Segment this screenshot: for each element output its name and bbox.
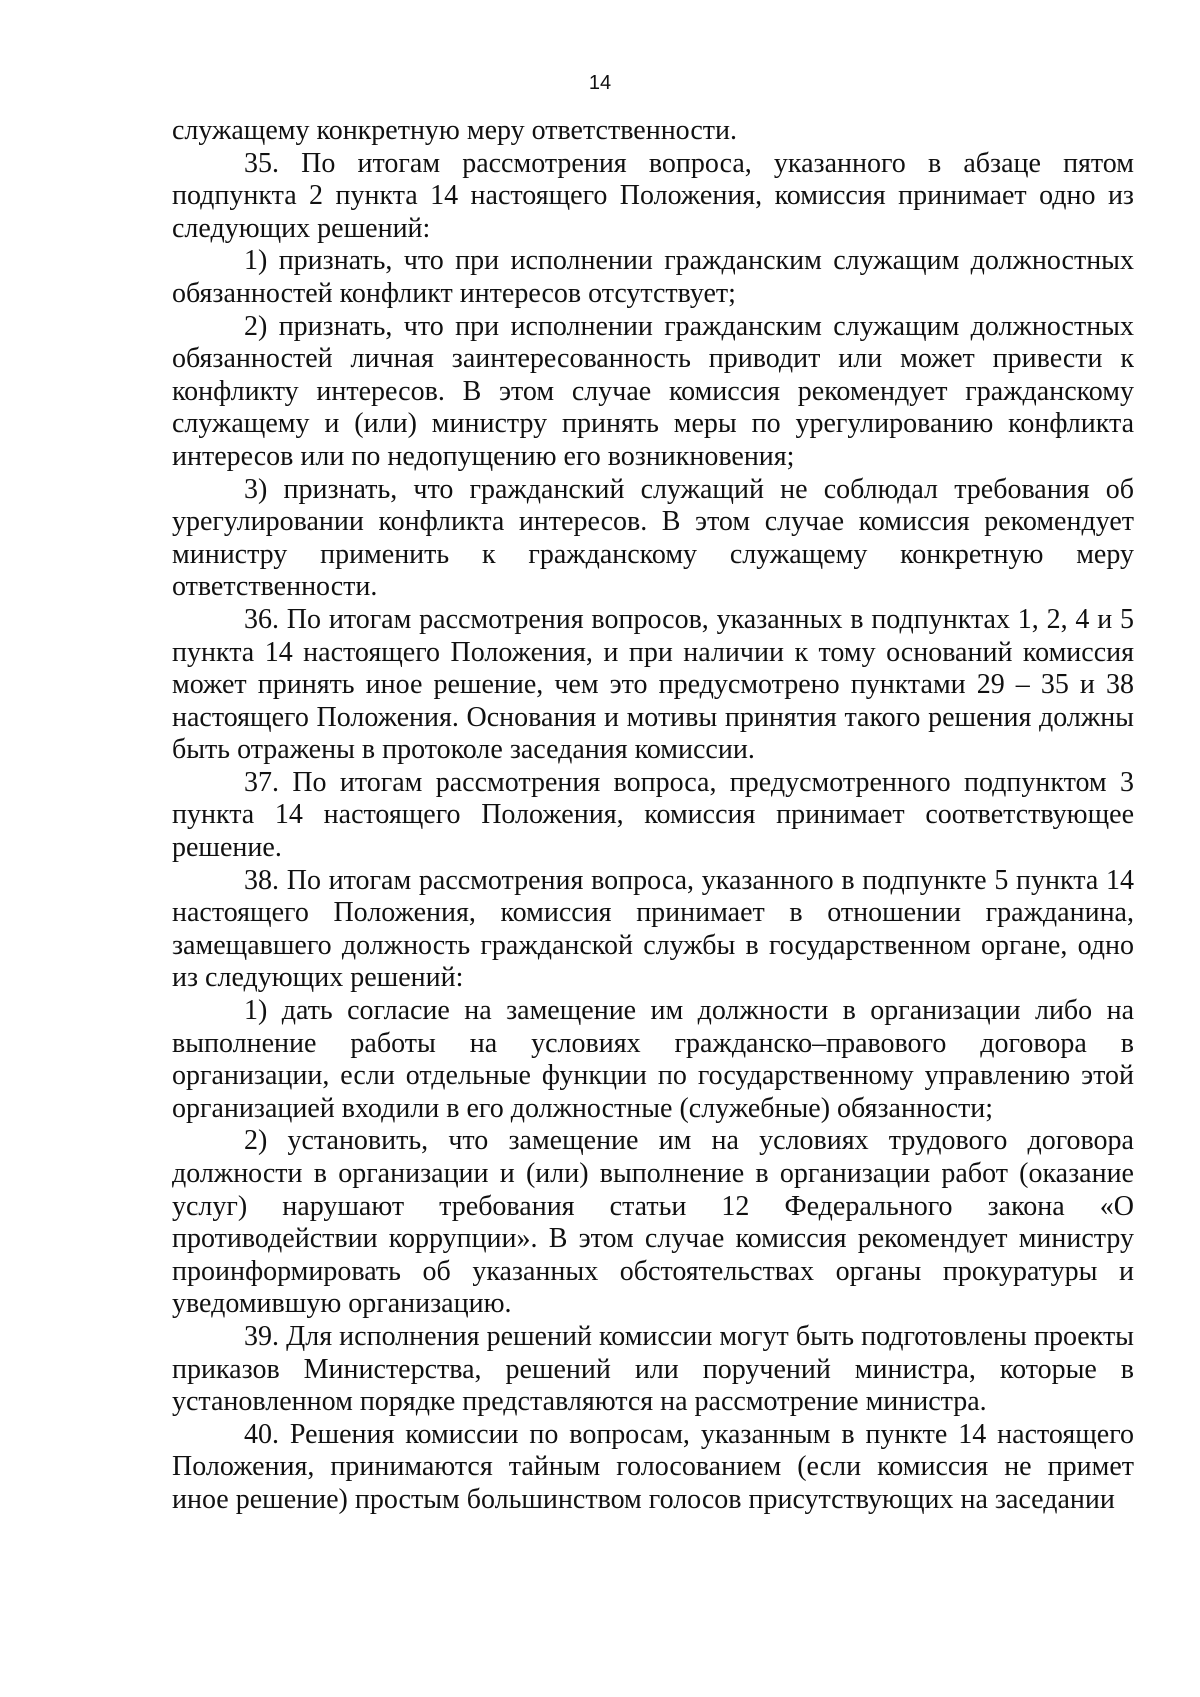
paragraph-38-item-1: 1) дать согласие на замещение им должности в организации либо на выполнение работы на условиях гражданско–правового договора в организации, если отдельные функции по государственному управлению этой организацией входили в его должностные (служебные) обязанности; [172, 995, 1134, 1124]
paragraph-35: 35. По итогам рассмотрения вопроса, указанного в абзаце пятом подпункта 2 пункта 14 настоящего Положения, комиссия принимает одно из следующих решений: [172, 147, 1134, 244]
paragraph-38: 38. По итогам рассмотрения вопроса, указанного в подпункте 5 пункта 14 настоящего Положения, комиссия принимает в отношении гражданина, замещавшего должность гражданской службы в государственном органе, одно из следующих решений: [172, 864, 1134, 994]
paragraph-37: 37. По итогам рассмотрения вопроса, предусмотренного подпунктом 3 пункта 14 настоящего Положения, комиссия принимает соответствующее решение. [172, 766, 1134, 864]
paragraph-38-item-2: 2) установить, что замещение им на условиях трудового договора должности в организации и (или) выполнение в организации работ (оказание услуг) нарушают требования статьи 12 Федерального закона «О противодействии коррупции». В этом случае комиссия рекомендует министру проинформировать об указанных обстоятельствах органы прокуратуры и уведомившую организацию. [172, 1125, 1134, 1320]
page-number: 14 [588, 72, 612, 94]
paragraph-35-item-1: 1) признать, что при исполнении гражданским служащим должностных обязанностей конфликт интересов отсутствует; [172, 245, 1134, 309]
paragraph-36: 36. По итогам рассмотрения вопросов, указанных в подпунктах 1, 2, 4 и 5 пункта 14 настоящего Положения, и при наличии к тому оснований комиссия может принять иное решение, чем это предусмотрено пунктами 29 – 35 и 38 настоящего Положения. Основания и мотивы принятия такого решения должны быть отражены в протоколе заседания комиссии. [172, 603, 1134, 766]
paragraph-continuation: служащему конкретную меру ответственности. [172, 115, 738, 146]
paragraph-35-item-3: 3) признать, что гражданский служащий не соблюдал требования об урегулировании конфликта интересов. В этом случае комиссия рекомендует министру применить к гражданскому служащему конкретную меру ответственности. [172, 473, 1134, 603]
paragraph-40: 40. Решения комиссии по вопросам, указанным в пункте 14 настоящего Положения, принимаются тайным голосованием (если комиссия не примет иное решение) простым большинством голосов присутствующих на заседании [172, 1418, 1134, 1515]
paragraph-39: 39. Для исполнения решений комиссии могут быть подготовлены проекты приказов Министерства, решений или поручений министра, которые в установленном порядке представляются на рассмотрение министра. [172, 1320, 1134, 1418]
document-body [172, 115, 1134, 1517]
paragraph-35-item-2: 2) признать, что при исполнении гражданским служащим должностных обязанностей личная заинтересованность приводит или может привести к конфликту интересов. В этом случае комиссия рекомендует гражданскому служащему и (или) министру принять меры по урегулированию конфликта интересов или по недопущению его возникновения; [172, 310, 1134, 472]
